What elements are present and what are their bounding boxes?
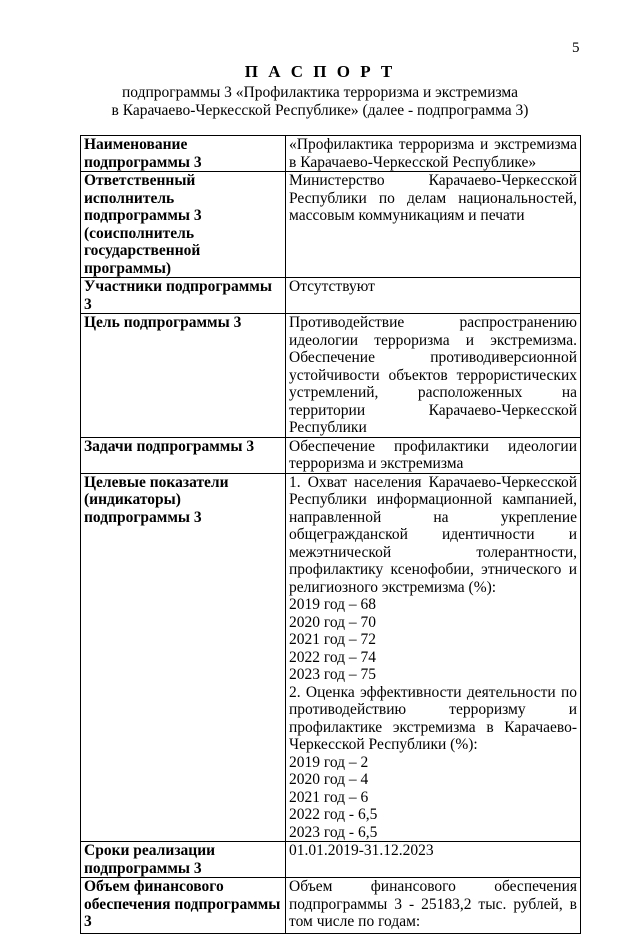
- subtitle-line-2: в Карачаево-Черкесской Республике» (далее - подпрограмма 3): [111, 102, 529, 119]
- row-value: 01.01.2019-31.12.2023: [286, 842, 581, 878]
- indicator-2-year: 2021 год – 6: [289, 788, 369, 806]
- table-row: [81, 878, 581, 934]
- row-label: Участники подпрограммы 3: [81, 278, 286, 314]
- page-number: 5: [572, 40, 580, 56]
- table-row: [81, 278, 581, 314]
- table-row: [81, 314, 581, 438]
- row-value: Министерство Карачаево-Черкесской Республики по делам национальностей, массовым коммуникациям и печати: [286, 172, 581, 278]
- indicator-2-year: 2019 год – 2: [289, 753, 369, 771]
- row-label: Ответственный исполнитель подпрограммы 3 (соисполнитель государственной программы): [81, 172, 286, 278]
- indicator-1-year: 2022 год – 74: [289, 648, 377, 666]
- table-row: [81, 473, 581, 842]
- table-row: [81, 842, 581, 878]
- row-label: Цель подпрограммы 3: [81, 314, 286, 438]
- row-label: Объем финансового обеспечения подпрограммы 3: [81, 878, 286, 934]
- indicator-1-year: 2021 год – 72: [289, 631, 377, 648]
- row-value: Обеспечение профилактики идеологии терроризма и экстремизма: [286, 437, 581, 473]
- table-row: [81, 172, 581, 278]
- passport-table: [80, 135, 581, 934]
- indicator-1-year: 2019 год – 68: [289, 596, 377, 613]
- indicator-1-text: 1. Охват населения Карачаево-Черкесской Республики информационной кампанией, направленной на укрепление общегражданской идентичности и межэтнической толерантности, профилактику ксенофобии, этнического и религиозного экстремизма (%):: [289, 473, 577, 596]
- indicator-2-year: 2022 год - 6,5: [289, 806, 378, 823]
- row-value: «Профилактика терроризма и экстремизма в Карачаево-Черкесской Республике»: [286, 136, 581, 172]
- indicator-2-year: 2023 год - 6,5: [289, 823, 378, 841]
- row-value: Объем финансового обеспечения подпрограммы 3 - 25183,2 тыс. рублей, в том числе по годам:: [286, 878, 581, 934]
- row-label: Задачи подпрограммы 3: [81, 437, 286, 473]
- indicator-1-year: 2020 год – 70: [289, 613, 377, 631]
- row-value: Противодействие распространению идеологии терроризма и экстремизма. Обеспечение противодиверсионной устойчивости объектов террористических устремлений, расположенных на территории Карачаево-Черкесской Республики: [286, 314, 581, 438]
- document-title: П А С П О Р Т: [244, 62, 396, 81]
- indicator-2-year: 2020 год – 4: [289, 771, 369, 788]
- row-label: Наименование подпрограммы 3: [81, 136, 286, 172]
- document-subtitle: [0, 84, 640, 120]
- row-value: [286, 473, 581, 842]
- row-label: Сроки реализации подпрограммы 3: [81, 842, 286, 878]
- table-row: [81, 437, 581, 473]
- indicator-1-year: 2023 год – 75: [289, 666, 377, 683]
- subtitle-line-1: подпрограммы 3 «Профилактика терроризма и экстремизма: [122, 84, 518, 101]
- indicator-2-text: 2. Оценка эффективности деятельности по противодействию терроризму и профилактике экстремизма в Карачаево-Черкесской Республики (%):: [289, 683, 577, 753]
- table-row: [81, 136, 581, 172]
- row-value: Отсутствуют: [286, 278, 581, 314]
- row-label: Целевые показатели (индикаторы) подпрограммы 3: [81, 473, 286, 842]
